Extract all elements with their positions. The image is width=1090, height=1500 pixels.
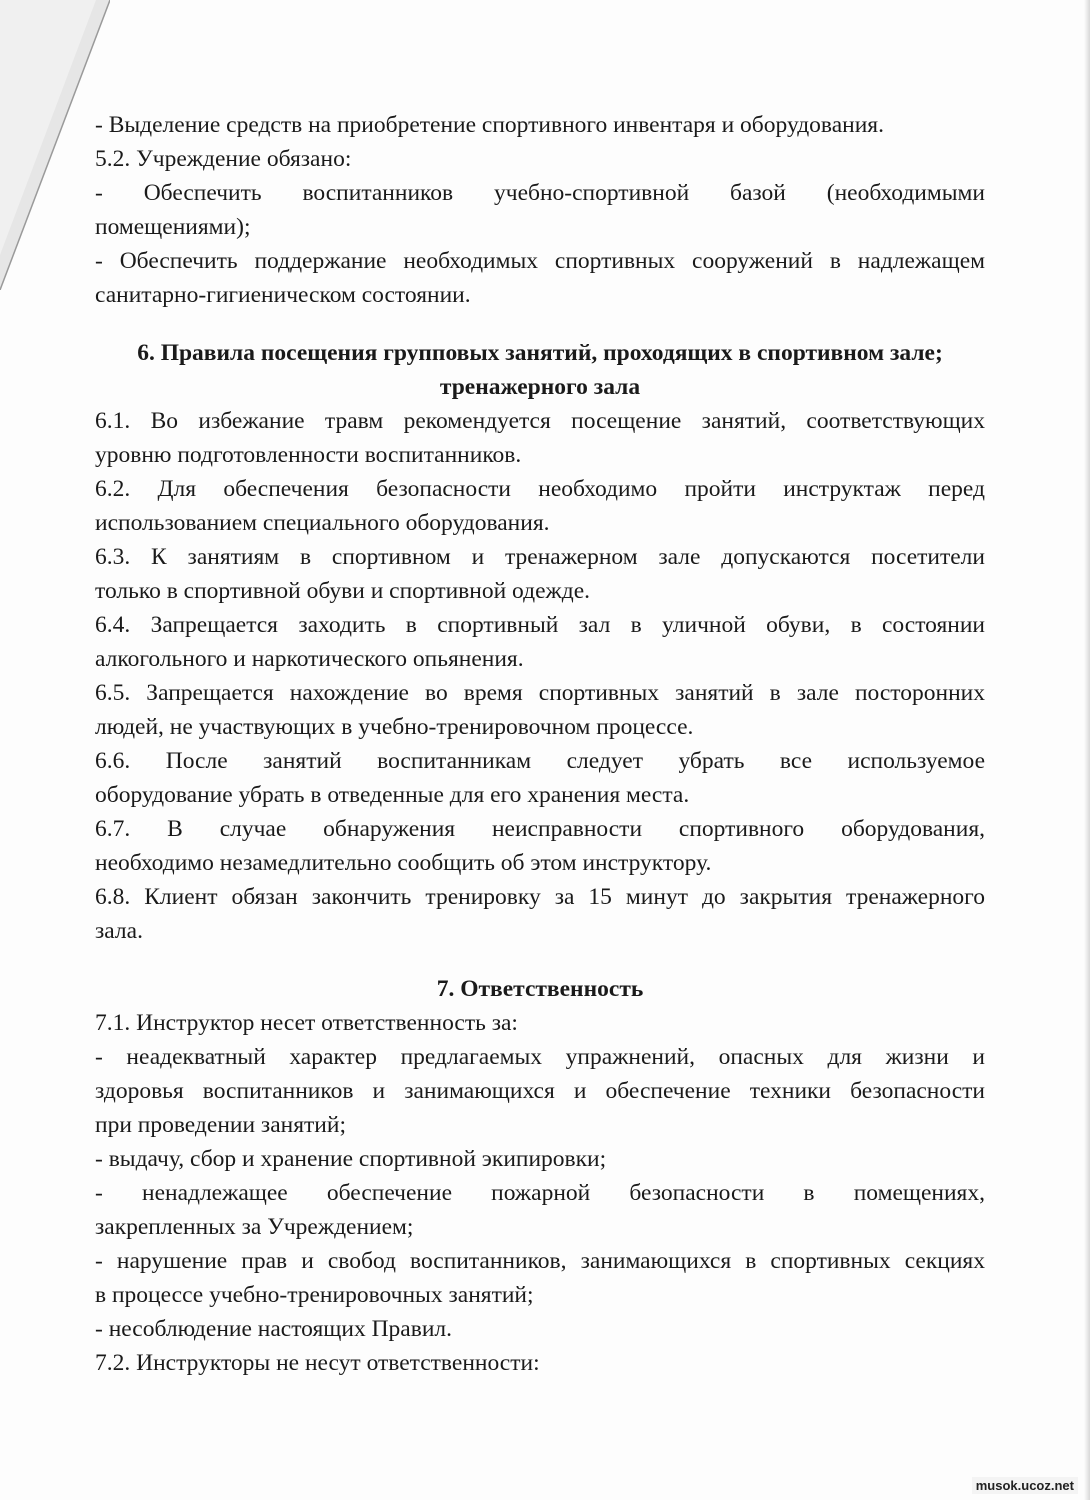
text-line: алкогольного и наркотического опьянения. xyxy=(95,646,524,672)
text-line: - Обеспечить воспитанников учебно-спортивной базой (необходимыми xyxy=(95,180,985,206)
text-line: при проведении занятий; xyxy=(95,1112,346,1138)
text-line: 7.2. Инструкторы не несут ответственности: xyxy=(95,1350,540,1376)
text-line: 6.2. Для обеспечения безопасности необходимо пройти инструктаж перед xyxy=(95,476,985,502)
site-watermark: musok.ucoz.net xyxy=(972,1477,1078,1494)
text-line: - Обеспечить поддержание необходимых спортивных сооружений в надлежащем xyxy=(95,248,985,274)
text-line: санитарно-гигиеническом состоянии. xyxy=(95,282,471,308)
text-line: 6.8. Клиент обязан закончить тренировку за 15 минут до закрытия тренажерного xyxy=(95,884,985,910)
text-line: 5.2. Учреждение обязано: xyxy=(95,146,352,172)
text-line: - неадекватный характер предлагаемых упражнений, опасных для жизни и xyxy=(95,1044,985,1070)
text-line: 6.3. К занятиям в спортивном и тренажерном зале допускаются посетители xyxy=(95,544,985,570)
section-6-heading-continued: тренажерного зала xyxy=(439,374,641,400)
text-line: - нарушение прав и свобод воспитанников, занимающихся в спортивных секциях xyxy=(95,1248,985,1274)
folded-corner xyxy=(0,0,110,290)
text-line: уровню подготовленности воспитанников. xyxy=(95,442,522,468)
text-line: зала. xyxy=(95,918,143,944)
text-line: 6.5. Запрещается нахождение во время спортивных занятий в зале посторонних xyxy=(95,680,985,706)
text-line: 6.7. В случае обнаружения неисправности спортивного оборудования, xyxy=(95,816,985,842)
text-line: только в спортивной обуви и спортивной одежде. xyxy=(95,578,591,604)
text-line: - Выделение средств на приобретение спортивного инвентаря и оборудования. xyxy=(95,112,884,138)
text-line: использованием специального оборудования. xyxy=(95,510,550,536)
section-6-heading: 6. Правила посещения групповых занятий, проходящих в спортивном зале; xyxy=(137,340,943,366)
text-line: 6.1. Во избежание травм рекомендуется посещение занятий, соответствующих xyxy=(95,408,985,434)
text-line: 7.1. Инструктор несет ответственность за: xyxy=(95,1010,518,1036)
text-line: - несоблюдение настоящих Правил. xyxy=(95,1316,453,1342)
text-line: в процессе учебно-тренировочных занятий; xyxy=(95,1282,534,1308)
page-edge-shadow xyxy=(1084,0,1090,1500)
text-line: помещениями); xyxy=(95,214,251,240)
text-line: здоровья воспитанников и занимающихся и обеспечение техники безопасности xyxy=(95,1078,985,1104)
text-line: 6.4. Запрещается заходить в спортивный зал в уличной обуви, в состоянии xyxy=(95,612,985,638)
section-7-heading: 7. Ответственность xyxy=(436,976,644,1002)
document-body xyxy=(95,108,985,1380)
text-line: 6.6. После занятий воспитанникам следует убрать все используемое xyxy=(95,748,985,774)
text-line: людей, не участвующих в учебно-тренировочном процессе. xyxy=(95,714,694,740)
text-line: закрепленных за Учреждением; xyxy=(95,1214,414,1240)
text-line: - выдачу, сбор и хранение спортивной экипировки; xyxy=(95,1146,607,1172)
text-line: необходимо незамедлительно сообщить об этом инструктору. xyxy=(95,850,712,876)
text-line: оборудование убрать в отведенные для его хранения места. xyxy=(95,782,690,808)
text-line: - ненадлежащее обеспечение пожарной безопасности в помещениях, xyxy=(95,1180,985,1206)
